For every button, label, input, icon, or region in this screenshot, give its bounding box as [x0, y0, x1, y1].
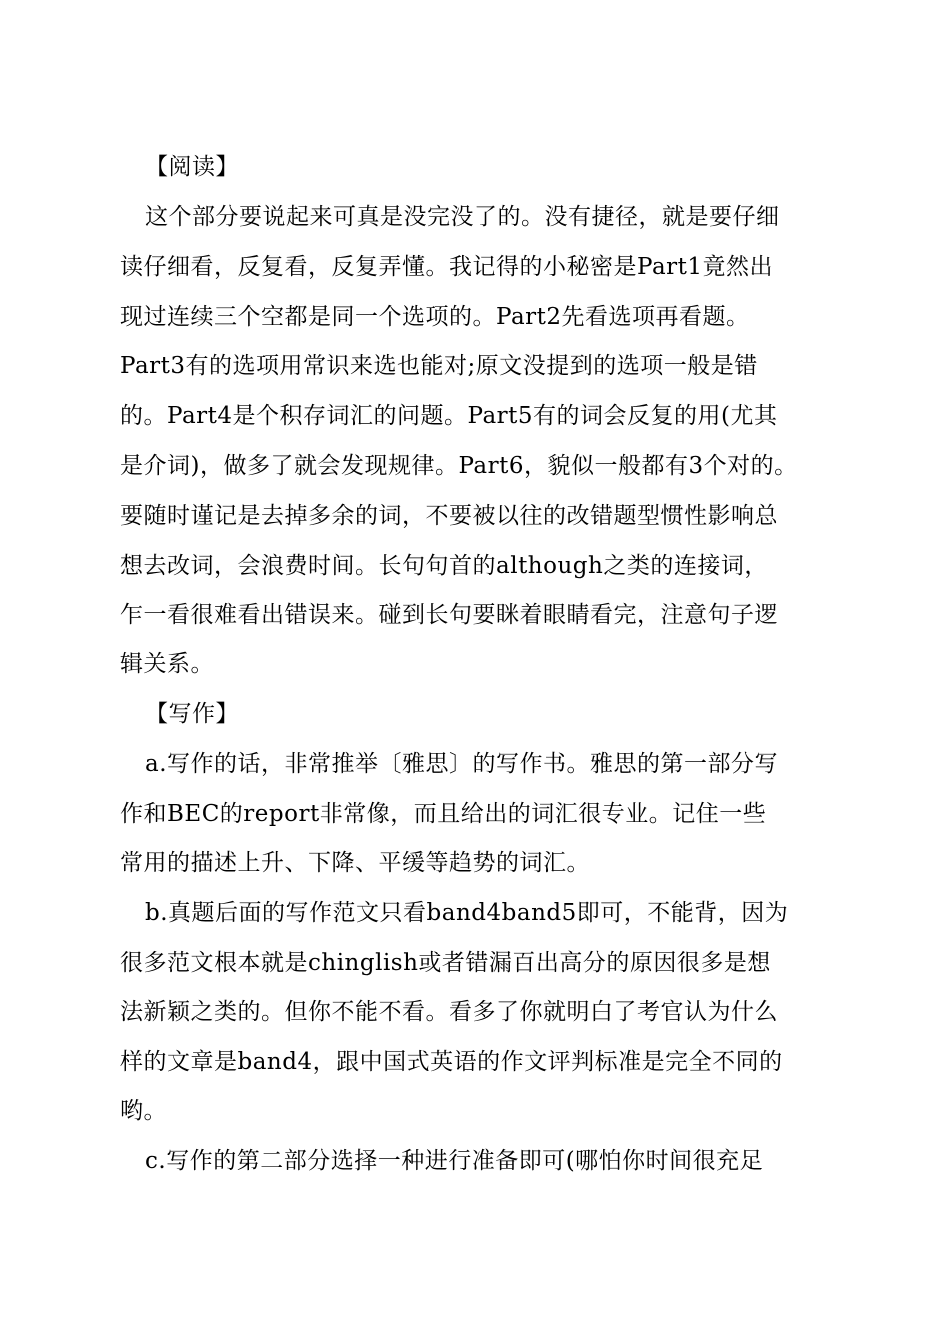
paragraph-line: 的。Part4是个积存词汇的问题。Part5有的词会反复的用(尤其 — [120, 403, 778, 429]
paragraph-line: 乍一看很难看出错误来。碰到长句要眯着眼睛看完，注意句子逻 — [120, 602, 778, 628]
paragraph-line: 辑关系。 — [120, 651, 214, 677]
paragraph-line: 要随时谨记是去掉多余的词，不要被以往的改错题型惯性影响总 — [120, 503, 778, 529]
paragraph-line: 样的文章是band4，跟中国式英语的作文评判标准是完全不同的 — [120, 1049, 783, 1075]
paragraph-line: 想去改词，会浪费时间。长句句首的although之类的连接词， — [120, 553, 768, 579]
paragraph-line: 现过连续三个空都是同一个选项的。Part2先看选项再看题。 — [120, 304, 750, 330]
paragraph-line: 是介词)，做多了就会发现规律。Part6，貌似一般都有3个对的。 — [120, 453, 798, 479]
paragraph-line: 常用的描述上升、下降、平缓等趋势的词汇。 — [120, 850, 590, 876]
paragraph-line: 这个部分要说起来可真是没完没了的。没有捷径，就是要仔细 — [145, 204, 780, 230]
paragraph-line: 哟。 — [120, 1098, 167, 1124]
section-heading-reading: 【阅读】 — [145, 154, 239, 180]
paragraph-line: a.写作的话，非常推举〔雅思〕的写作书。雅思的第一部分写 — [145, 751, 779, 777]
paragraph-line: 作和BEC的report非常像，而且给出的词汇很专业。记住一些 — [120, 801, 767, 827]
paragraph-line: c.写作的第二部分选择一种进行准备即可(哪怕你时间很充足 — [145, 1148, 764, 1174]
paragraph-line: 读仔细看，反复看，反复弄懂。我记得的小秘密是Part1竟然出 — [120, 254, 774, 280]
paragraph-line: 很多范文根本就是chinglish或者错漏百出高分的原因很多是想 — [120, 950, 771, 976]
paragraph-line: 法新颖之类的。但你不能不看。看多了你就明白了考官认为什么 — [120, 999, 778, 1025]
paragraph-line: Part3有的选项用常识来选也能对;原文没提到的选项一般是错 — [120, 353, 758, 379]
paragraph-line: b.真题后面的写作范文只看band4band5即可，不能背，因为 — [145, 900, 789, 926]
section-heading-writing: 【写作】 — [145, 701, 239, 727]
